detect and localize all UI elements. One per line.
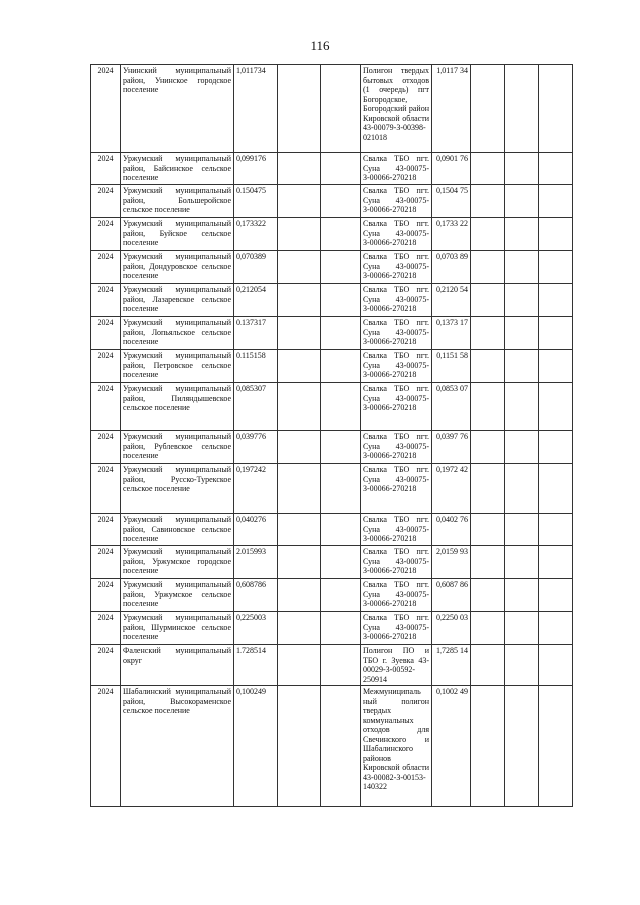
empty-cell <box>505 251 539 284</box>
table-row <box>91 284 573 317</box>
area-cell: Уржумский муниципальный район, Дондуровское сельское поселение <box>121 251 234 284</box>
year-cell: 2024 <box>91 645 121 686</box>
year-cell: 2024 <box>91 65 121 153</box>
area-cell: Уржумский муниципальный район, Савиновское сельское поселение <box>121 514 234 546</box>
empty-cell <box>278 65 321 153</box>
table-row <box>91 65 573 153</box>
empty-cell <box>505 546 539 579</box>
empty-cell <box>321 612 361 645</box>
empty-cell <box>278 546 321 579</box>
empty-cell <box>505 317 539 350</box>
empty-cell <box>278 383 321 431</box>
waste-table <box>90 64 573 807</box>
table-row <box>91 514 573 546</box>
empty-cell <box>278 686 321 807</box>
empty-cell <box>505 218 539 251</box>
mass-accepted-cell: 0,1733 22 <box>432 218 471 251</box>
site-cell: Полигон ПО и ТБО г. Зуевка 43-00029-З-00592-250914 <box>361 645 432 686</box>
area-cell: Уржумский муниципальный район, Пиляндышевское сельское поселение <box>121 383 234 431</box>
empty-cell <box>539 546 573 579</box>
table-row <box>91 153 573 185</box>
empty-cell <box>539 686 573 807</box>
empty-cell <box>321 251 361 284</box>
mass-cell: 1.728514 <box>234 645 278 686</box>
mass-accepted-cell: 0,0402 76 <box>432 514 471 546</box>
empty-cell <box>321 464 361 514</box>
mass-cell: 0,173322 <box>234 218 278 251</box>
year-cell: 2024 <box>91 464 121 514</box>
site-cell: Свалка ТБО пгт. Суна 43-00075-З-00066-270218 <box>361 153 432 185</box>
area-cell: Унинский муниципальный район, Унинское городское поселение <box>121 65 234 153</box>
site-cell: Свалка ТБО пгт. Суна 43-00075-З-00066-270218 <box>361 284 432 317</box>
site-cell: Свалка ТБО пгт. Суна 43-00075-З-00066-270218 <box>361 185 432 218</box>
site-cell: Полигон твердых бытовых отходов (1 очередь) пгт Богородское, Богородский район Кировской области 43-00079-З-00398-021018 <box>361 65 432 153</box>
site-cell: Свалка ТБО пгт. Суна 43-00075-З-00066-270218 <box>361 464 432 514</box>
site-cell: Свалка ТБО пгт. Суна 43-00075-З-00066-270218 <box>361 383 432 431</box>
empty-cell <box>539 284 573 317</box>
empty-cell <box>471 153 505 185</box>
year-cell: 2024 <box>91 251 121 284</box>
mass-accepted-cell: 0,0901 76 <box>432 153 471 185</box>
empty-cell <box>471 185 505 218</box>
page-number: 116 <box>310 38 330 53</box>
year-cell: 2024 <box>91 185 121 218</box>
area-cell: Уржумский муниципальный район, Лазаревское сельское поселение <box>121 284 234 317</box>
empty-cell <box>278 612 321 645</box>
empty-cell <box>505 579 539 612</box>
mass-accepted-cell: 0,1373 17 <box>432 317 471 350</box>
mass-cell: 0,608786 <box>234 579 278 612</box>
mass-cell: 0.137317 <box>234 317 278 350</box>
mass-cell: 0,040276 <box>234 514 278 546</box>
table-row <box>91 546 573 579</box>
empty-cell <box>321 686 361 807</box>
empty-cell <box>278 284 321 317</box>
area-cell: Уржумский муниципальный район, Буйское сельское поселение <box>121 218 234 251</box>
year-cell: 2024 <box>91 153 121 185</box>
empty-cell <box>539 383 573 431</box>
mass-cell: 2.015993 <box>234 546 278 579</box>
empty-cell <box>505 645 539 686</box>
mass-accepted-cell: 2,0159 93 <box>432 546 471 579</box>
site-cell: Свалка ТБО пгт. Суна 43-00075-З-00066-270218 <box>361 431 432 464</box>
empty-cell <box>505 514 539 546</box>
empty-cell <box>321 579 361 612</box>
table-row <box>91 185 573 218</box>
empty-cell <box>539 645 573 686</box>
empty-cell <box>278 251 321 284</box>
mass-cell: 0,039776 <box>234 431 278 464</box>
area-cell: Уржумский муниципальный район, Уржумское сельское поселение <box>121 579 234 612</box>
empty-cell <box>278 645 321 686</box>
area-cell: Уржумский муниципальный район, Большеройское сельское поселение <box>121 185 234 218</box>
year-cell: 2024 <box>91 431 121 464</box>
empty-cell <box>471 284 505 317</box>
mass-cell: 0,085307 <box>234 383 278 431</box>
area-cell: Уржумский муниципальный район, Шурминское сельское поселение <box>121 612 234 645</box>
table-row <box>91 383 573 431</box>
empty-cell <box>505 464 539 514</box>
empty-cell <box>321 65 361 153</box>
empty-cell <box>505 153 539 185</box>
table-row <box>91 579 573 612</box>
empty-cell <box>278 153 321 185</box>
empty-cell <box>321 383 361 431</box>
table-row <box>91 686 573 807</box>
mass-cell: 0,099176 <box>234 153 278 185</box>
area-cell: Шабалинский муниципальный район, Высокораменское сельское поселение <box>121 686 234 807</box>
mass-accepted-cell: 1,7285 14 <box>432 645 471 686</box>
year-cell: 2024 <box>91 686 121 807</box>
year-cell: 2024 <box>91 218 121 251</box>
area-cell: Уржумский муниципальный район, Петровское сельское поселение <box>121 350 234 383</box>
area-cell: Уржумский муниципальный район, Лопьяльское сельское поселение <box>121 317 234 350</box>
table-row <box>91 464 573 514</box>
year-cell: 2024 <box>91 579 121 612</box>
empty-cell <box>321 431 361 464</box>
area-cell: Уржумский муниципальный район, Байсинское сельское поселение <box>121 153 234 185</box>
area-cell: Уржумский муниципальный район, Русско-Турекское сельское поселение <box>121 464 234 514</box>
empty-cell <box>471 612 505 645</box>
empty-cell <box>321 350 361 383</box>
empty-cell <box>321 218 361 251</box>
empty-cell <box>471 350 505 383</box>
site-cell: Свалка ТБО пгт. Суна 43-00075-З-00066-270218 <box>361 251 432 284</box>
site-cell: Свалка ТБО пгт. Суна 43-00075-З-00066-270218 <box>361 612 432 645</box>
empty-cell <box>278 317 321 350</box>
empty-cell <box>471 251 505 284</box>
mass-cell: 0,100249 <box>234 686 278 807</box>
mass-accepted-cell: 0,1151 58 <box>432 350 471 383</box>
mass-cell: 1,011734 <box>234 65 278 153</box>
empty-cell <box>278 218 321 251</box>
table-row <box>91 251 573 284</box>
mass-cell: 0,212054 <box>234 284 278 317</box>
empty-cell <box>505 612 539 645</box>
empty-cell <box>471 431 505 464</box>
empty-cell <box>539 251 573 284</box>
site-cell: Межмуниципаль ный полигон твердых коммунальных отходов для Свечинского и Шабалинского районов Кировской области 43-00082-З-00153-140322 <box>361 686 432 807</box>
year-cell: 2024 <box>91 317 121 350</box>
empty-cell <box>321 317 361 350</box>
empty-cell <box>471 464 505 514</box>
empty-cell <box>278 464 321 514</box>
table-row <box>91 612 573 645</box>
mass-accepted-cell: 0,2250 03 <box>432 612 471 645</box>
site-cell: Свалка ТБО пгт. Суна 43-00075-З-00066-270218 <box>361 350 432 383</box>
site-cell: Свалка ТБО пгт. Суна 43-00075-З-00066-270218 <box>361 218 432 251</box>
mass-accepted-cell: 0,1972 42 <box>432 464 471 514</box>
table-row <box>91 317 573 350</box>
area-cell: Уржумский муниципальный район, Рублевское сельское поселение <box>121 431 234 464</box>
empty-cell <box>321 153 361 185</box>
mass-accepted-cell: 1,0117 34 <box>432 65 471 153</box>
empty-cell <box>471 686 505 807</box>
empty-cell <box>539 218 573 251</box>
empty-cell <box>321 185 361 218</box>
empty-cell <box>321 645 361 686</box>
year-cell: 2024 <box>91 284 121 317</box>
empty-cell <box>539 464 573 514</box>
empty-cell <box>505 65 539 153</box>
empty-cell <box>539 153 573 185</box>
mass-cell: 0,225003 <box>234 612 278 645</box>
site-cell: Свалка ТБО пгт. Суна 43-00075-З-00066-270218 <box>361 579 432 612</box>
empty-cell <box>539 317 573 350</box>
site-cell: Свалка ТБО пгт. Суна 43-00075-З-00066-270218 <box>361 317 432 350</box>
mass-accepted-cell: 0,1002 49 <box>432 686 471 807</box>
table-row <box>91 218 573 251</box>
mass-accepted-cell: 0,6087 86 <box>432 579 471 612</box>
empty-cell <box>471 514 505 546</box>
mass-cell: 0,070389 <box>234 251 278 284</box>
empty-cell <box>505 284 539 317</box>
empty-cell <box>505 185 539 218</box>
empty-cell <box>471 383 505 431</box>
empty-cell <box>539 350 573 383</box>
empty-cell <box>321 546 361 579</box>
mass-accepted-cell: 0,1504 75 <box>432 185 471 218</box>
mass-cell: 0.150475 <box>234 185 278 218</box>
year-cell: 2024 <box>91 546 121 579</box>
empty-cell <box>471 546 505 579</box>
empty-cell <box>539 431 573 464</box>
empty-cell <box>321 514 361 546</box>
table-body <box>91 65 573 807</box>
mass-accepted-cell: 0,0397 76 <box>432 431 471 464</box>
empty-cell <box>505 686 539 807</box>
mass-cell: 0.115158 <box>234 350 278 383</box>
empty-cell <box>539 185 573 218</box>
mass-accepted-cell: 0,0703 89 <box>432 251 471 284</box>
empty-cell <box>278 579 321 612</box>
empty-cell <box>278 431 321 464</box>
mass-accepted-cell: 0,2120 54 <box>432 284 471 317</box>
table-row <box>91 431 573 464</box>
empty-cell <box>321 284 361 317</box>
year-cell: 2024 <box>91 612 121 645</box>
empty-cell <box>471 317 505 350</box>
empty-cell <box>505 350 539 383</box>
mass-accepted-cell: 0,0853 07 <box>432 383 471 431</box>
empty-cell <box>539 514 573 546</box>
empty-cell <box>539 65 573 153</box>
mass-cell: 0,197242 <box>234 464 278 514</box>
empty-cell <box>278 350 321 383</box>
area-cell: Уржумский муниципальный район, Уржумское городское поселение <box>121 546 234 579</box>
year-cell: 2024 <box>91 383 121 431</box>
site-cell: Свалка ТБО пгт. Суна 43-00075-З-00066-270218 <box>361 514 432 546</box>
empty-cell <box>471 65 505 153</box>
empty-cell <box>505 383 539 431</box>
empty-cell <box>505 431 539 464</box>
empty-cell <box>278 514 321 546</box>
year-cell: 2024 <box>91 514 121 546</box>
table-row <box>91 350 573 383</box>
empty-cell <box>278 185 321 218</box>
empty-cell <box>539 579 573 612</box>
year-cell: 2024 <box>91 350 121 383</box>
empty-cell <box>471 579 505 612</box>
site-cell: Свалка ТБО пгт. Суна 43-00075-З-00066-270218 <box>361 546 432 579</box>
empty-cell <box>471 218 505 251</box>
empty-cell <box>471 645 505 686</box>
area-cell: Фаленский муниципальный округ <box>121 645 234 686</box>
empty-cell <box>539 612 573 645</box>
table-row <box>91 645 573 686</box>
